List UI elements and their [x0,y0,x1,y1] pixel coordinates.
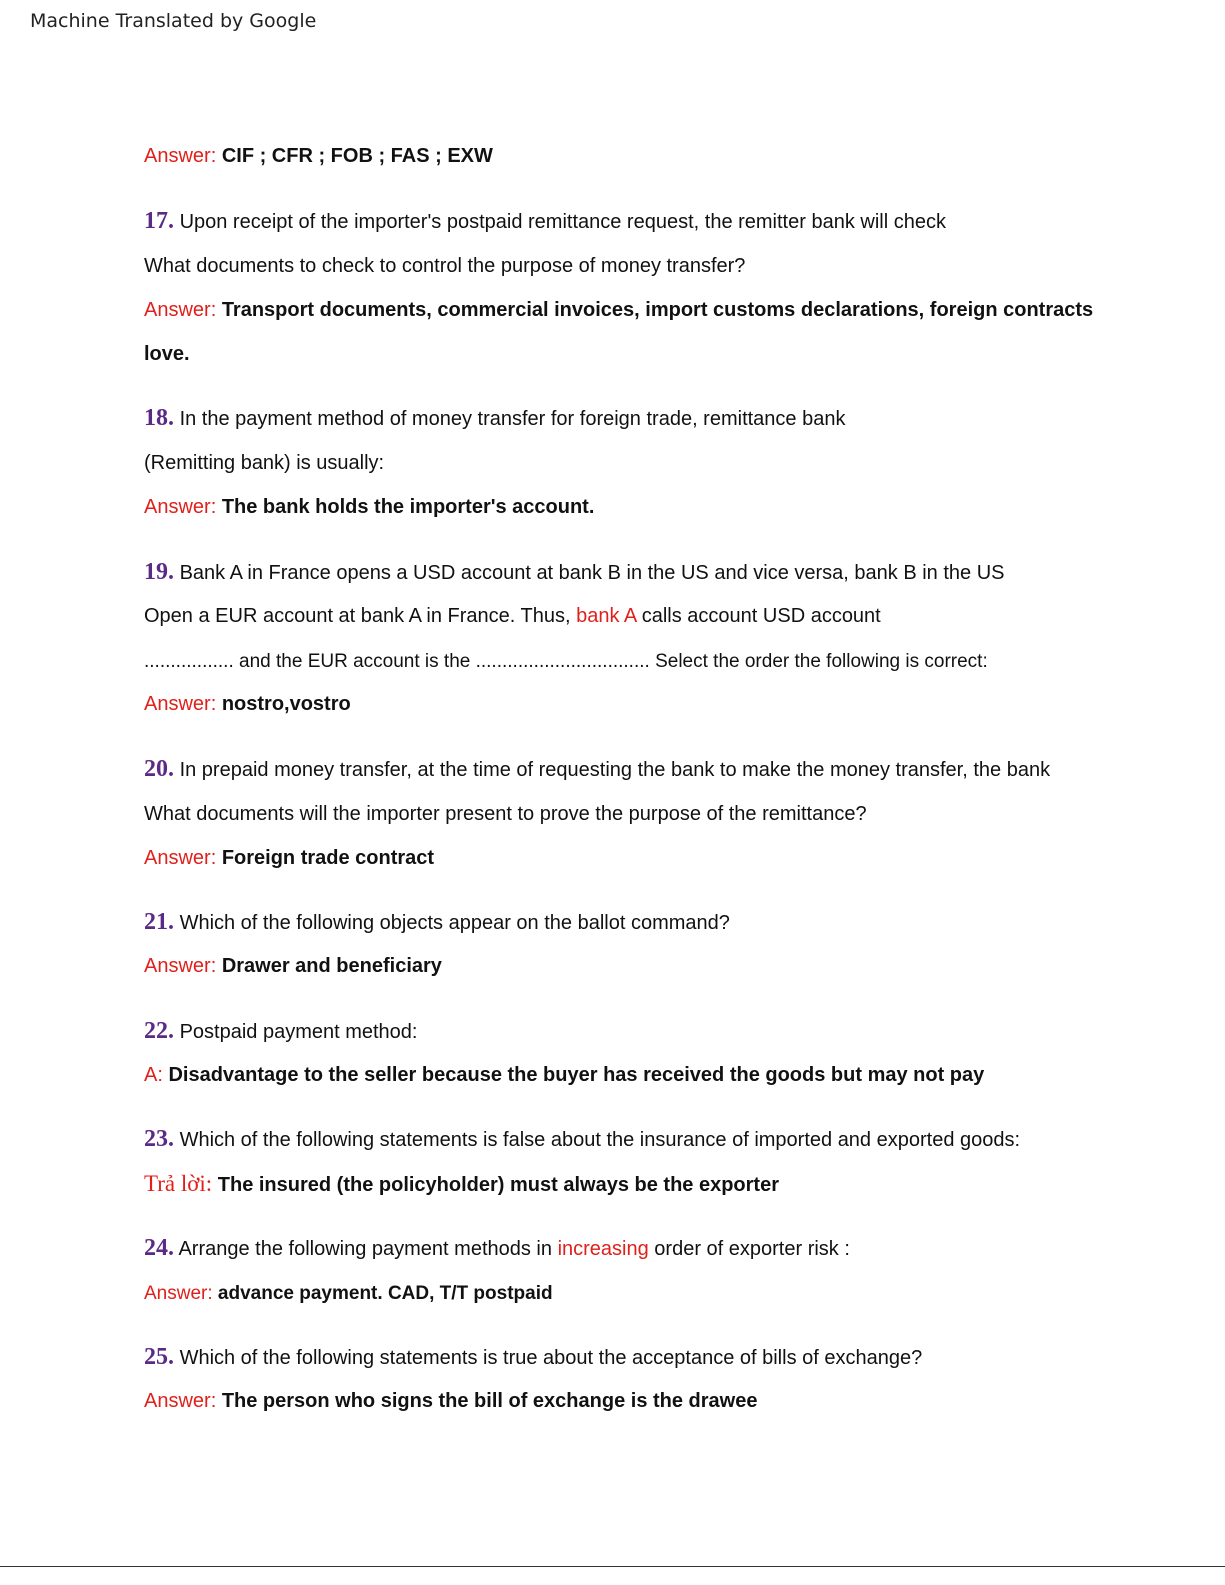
answer-text: advance payment. CAD, T/T postpaid [217,1283,553,1304]
question-number: 18. [144,405,174,431]
question-text: Bank A in France opens a USD account at bank B in the US and vice versa, bank B in the US [179,562,1005,584]
q25-answer-line [144,1390,757,1413]
question-text: In prepaid money transfer, at the time of requesting the bank to make the money transfer, the bank [179,759,1051,781]
answer-text: The person who signs the bill of exchange is the drawee [221,1390,758,1412]
question-text: calls account USD account [641,605,881,627]
question-text: Open a EUR account at bank A in France. Thus, [144,605,571,627]
answer-label: A: [144,1064,163,1086]
answer-label: Answer: [144,955,217,977]
answer-text: nostro,vostro [221,693,351,715]
highlighted-text: increasing [557,1238,649,1260]
q17-answer-line [144,299,1093,322]
q19-answer-line [144,693,351,716]
question-text: order of exporter risk : [654,1238,850,1260]
answer-label: Answer: [144,847,217,869]
answer-label: Answer: [144,145,217,167]
q16-answer-line [144,145,493,168]
q20-question-line [144,756,1050,783]
question-text: Postpaid payment method: [179,1021,418,1043]
question-number: 20. [144,756,174,782]
question-text: Arrange the following payment methods in [178,1238,552,1260]
q21-answer-line [144,955,442,978]
answer-text: Drawer and beneficiary [221,955,442,977]
question-text: Which of the following statements is false about the insurance of imported and exported goods: [179,1129,1021,1151]
question-number: 19. [144,559,174,585]
question-number: 25. [144,1344,174,1370]
answer-text: The bank holds the importer's account. [221,496,595,518]
q19-question-line-2 [144,605,881,628]
answer-label: Answer: [144,693,217,715]
q25-question-line [144,1344,922,1371]
answer-text: Transport documents, commercial invoices, import customs declarations, foreign contracts [221,299,1094,321]
q17-question-line [144,208,946,235]
q17-question-line-2: What documents to check to control the purpose of money transfer? [144,255,746,277]
answer-label: Trả lời: [144,1171,213,1196]
q18-question-line [144,405,845,432]
question-text: In the payment method of money transfer for foreign trade, remittance bank [179,408,846,430]
q18-question-line-2: (Remitting bank) is usually: [144,452,385,474]
q19-question-line-3: ................. and the EUR account is the ................................. Select the order the following is correct: [144,651,988,672]
question-text: Upon receipt of the importer's postpaid remittance request, the remitter bank will check [179,211,946,233]
q24-answer-line [144,1283,553,1305]
highlighted-text: bank A [576,605,637,627]
q23-answer-line [144,1171,779,1197]
q22-answer-line [144,1064,984,1087]
q19-question-line [144,559,1004,586]
answer-label: Answer: [144,299,217,321]
q20-question-line-2: What documents will the importer present to prove the purpose of the remittance? [144,803,867,825]
page-bottom-divider [0,1566,1225,1567]
answer-label: Answer: [144,1390,217,1412]
q20-answer-line [144,847,434,870]
question-number: 24. [144,1235,174,1261]
answer-text: CIF ; CFR ; FOB ; FAS ; EXW [221,145,493,167]
q18-answer-line [144,496,594,519]
answer-text: Disadvantage to the seller because the buyer has received the goods but may not pay [168,1064,985,1086]
machine-translated-banner: Machine Translated by Google [30,10,317,32]
q21-question-line [144,909,730,936]
question-number: 21. [144,909,174,935]
question-text: Which of the following objects appear on the ballot command? [179,912,730,934]
question-number: 23. [144,1126,174,1152]
answer-text: Foreign trade contract [221,847,435,869]
question-text: Which of the following statements is true about the acceptance of bills of exchange? [179,1347,923,1369]
answer-label: Answer: [144,496,217,518]
answer-text: The insured (the policyholder) must always be the exporter [217,1174,779,1196]
question-number: 17. [144,208,174,234]
q22-question-line [144,1018,417,1045]
q17-answer-line-2: love. [144,343,190,365]
question-number: 22. [144,1018,174,1044]
answer-label: Answer: [144,1283,213,1304]
q24-question-line [144,1235,850,1262]
q23-question-line [144,1126,1020,1153]
